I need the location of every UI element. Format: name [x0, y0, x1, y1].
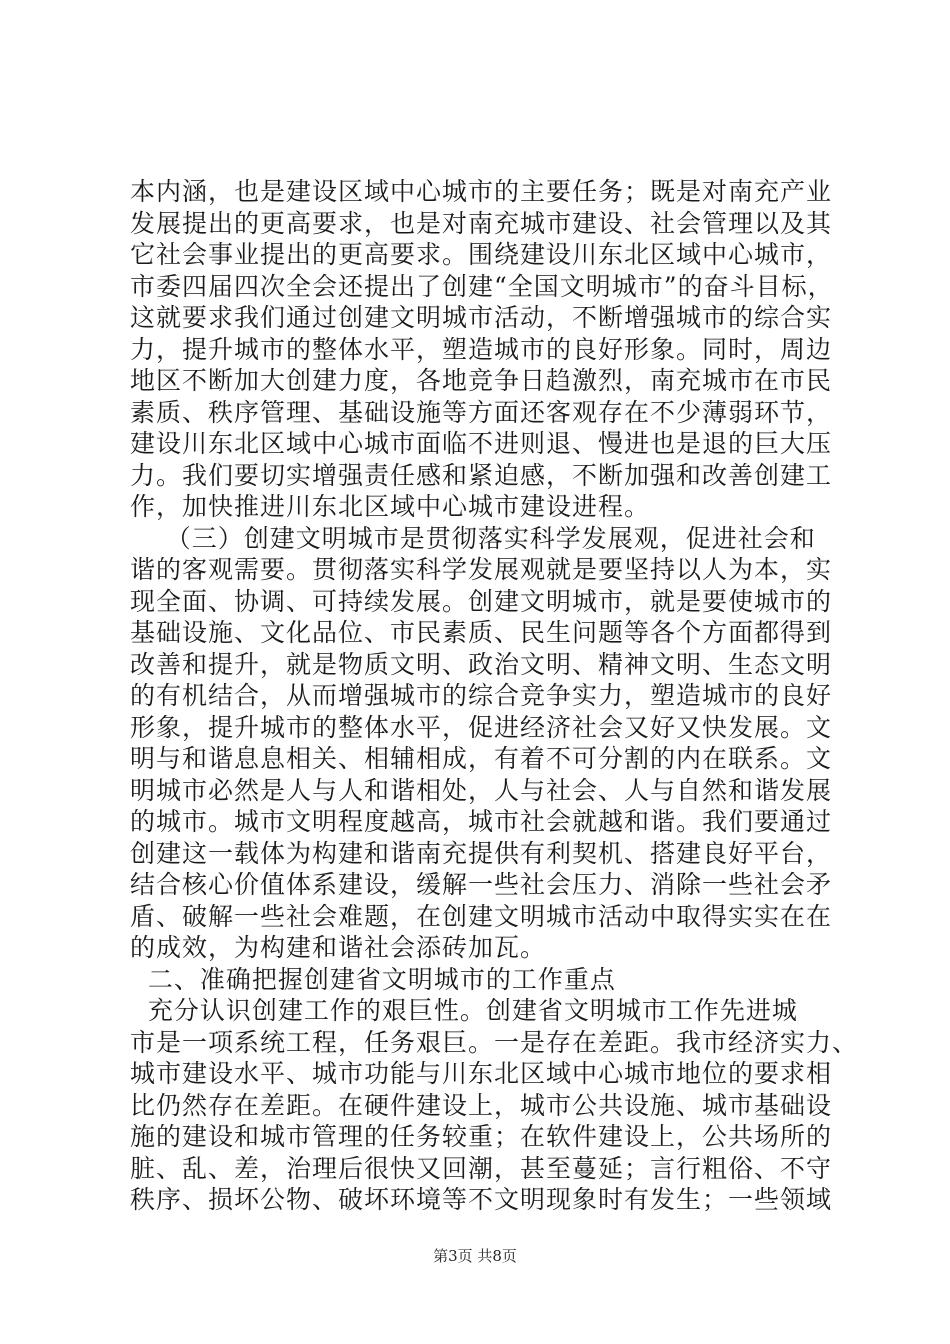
text-line: 力。我们要切实增强责任感和紧迫感，不断加强和改善创建工 [130, 460, 833, 490]
text-line: 结合核心价值体系建设，缓解一些社会压力、消除一些社会矛 [130, 870, 833, 899]
text-line: 二、准确把握创建省文明城市的工作重点 [130, 964, 616, 994]
text-line: 市委四届四次全会还提出了创建“全国文明城市”的奋斗目标， [130, 271, 834, 301]
text-line: 创建这一载体为构建和谐南充提供有利契机、搭建良好平台， [130, 838, 833, 868]
text-line: 素质、秩序管理、基础设施等方面还客观存在不少薄弱环节， [130, 397, 833, 427]
text-line: 城市建设水平、城市功能与川东北区域中心城市地位的要求相 [130, 1059, 833, 1088]
text-line: 比仍然存在差距。在硬件建设上，城市公共设施、城市基础设 [130, 1090, 833, 1120]
text-line: 的有机结合，从而增强城市的综合竞争实力，塑造城市的良好 [130, 681, 833, 710]
text-line: 盾、破解一些社会难题，在创建文明城市活动中取得实实在在 [130, 901, 833, 931]
text-line: 发展提出的更高要求，也是对南充城市建设、社会管理以及其 [130, 208, 833, 238]
text-line: 基础设施、文化品位、市民素质、民生问题等各个方面都得到 [130, 618, 833, 647]
text-line: 明城市必然是人与人和谐相处，人与社会、人与自然和谐发展 [130, 775, 833, 805]
text-line: 充分认识创建工作的艰巨性。创建省文明城市工作先进城 [130, 996, 798, 1025]
text-line: 脏、乱、差，治理后很快又回潮，甚至蔓延；言行粗俗、不守 [130, 1153, 833, 1183]
text-line: 作，加快推进川东北区域中心城市建设进程。 [130, 492, 651, 521]
text-line: （三）创建文明城市是贯彻落实科学发展观，促进社会和 [130, 523, 816, 553]
text-line: 施的建设和城市管理的任务较重；在软件建设上，公共场所的 [130, 1122, 833, 1151]
text-line: 现全面、协调、可持续发展。创建文明城市，就是要使城市的 [130, 586, 833, 616]
text-line: 改善和提升，就是物质文明、政治文明、精神文明、生态文明 [130, 649, 833, 679]
text-line: 明与和谐息息相关、相辅相成，有着不可分割的内在联系。文 [130, 744, 833, 773]
text-line: 建设川东北区域中心城市面临不进则退、慢进也是退的巨大压 [130, 429, 833, 458]
text-line: 谐的客观需要。贯彻落实科学发展观就是要坚持以人为本，实 [130, 555, 833, 584]
page-footer: 第3页 共8页 [433, 1247, 517, 1265]
text-line: 本内涵，也是建设区域中心城市的主要任务；既是对南充产业 [130, 177, 833, 206]
text-line: 这就要求我们通过创建文明城市活动，不断增强城市的综合实 [130, 303, 833, 332]
text-line: 地区不断加大创建力度，各地竞争日趋激烈，南充城市在市民 [130, 366, 833, 395]
document-body [130, 176, 859, 1216]
text-line: 它社会事业提出的更高要求。围绕建设川东北区域中心城市， [130, 240, 833, 269]
text-line: 市是一项系统工程，任务艰巨。一是存在差距。我市经济实力、 [130, 1027, 859, 1057]
text-line: 秩序、损坏公物、破坏环境等不文明现象时有发生；一些领域 [130, 1185, 833, 1214]
text-line: 形象，提升城市的整体水平，促进经济社会又好又快发展。文 [130, 712, 833, 742]
text-line: 力，提升城市的整体水平，塑造城市的良好形象。同时，周边 [130, 334, 833, 364]
text-line: 的成效，为构建和谐社会添砖加瓦。 [130, 933, 547, 962]
text-line: 的城市。城市文明程度越高，城市社会就越和谐。我们要通过 [130, 807, 833, 836]
